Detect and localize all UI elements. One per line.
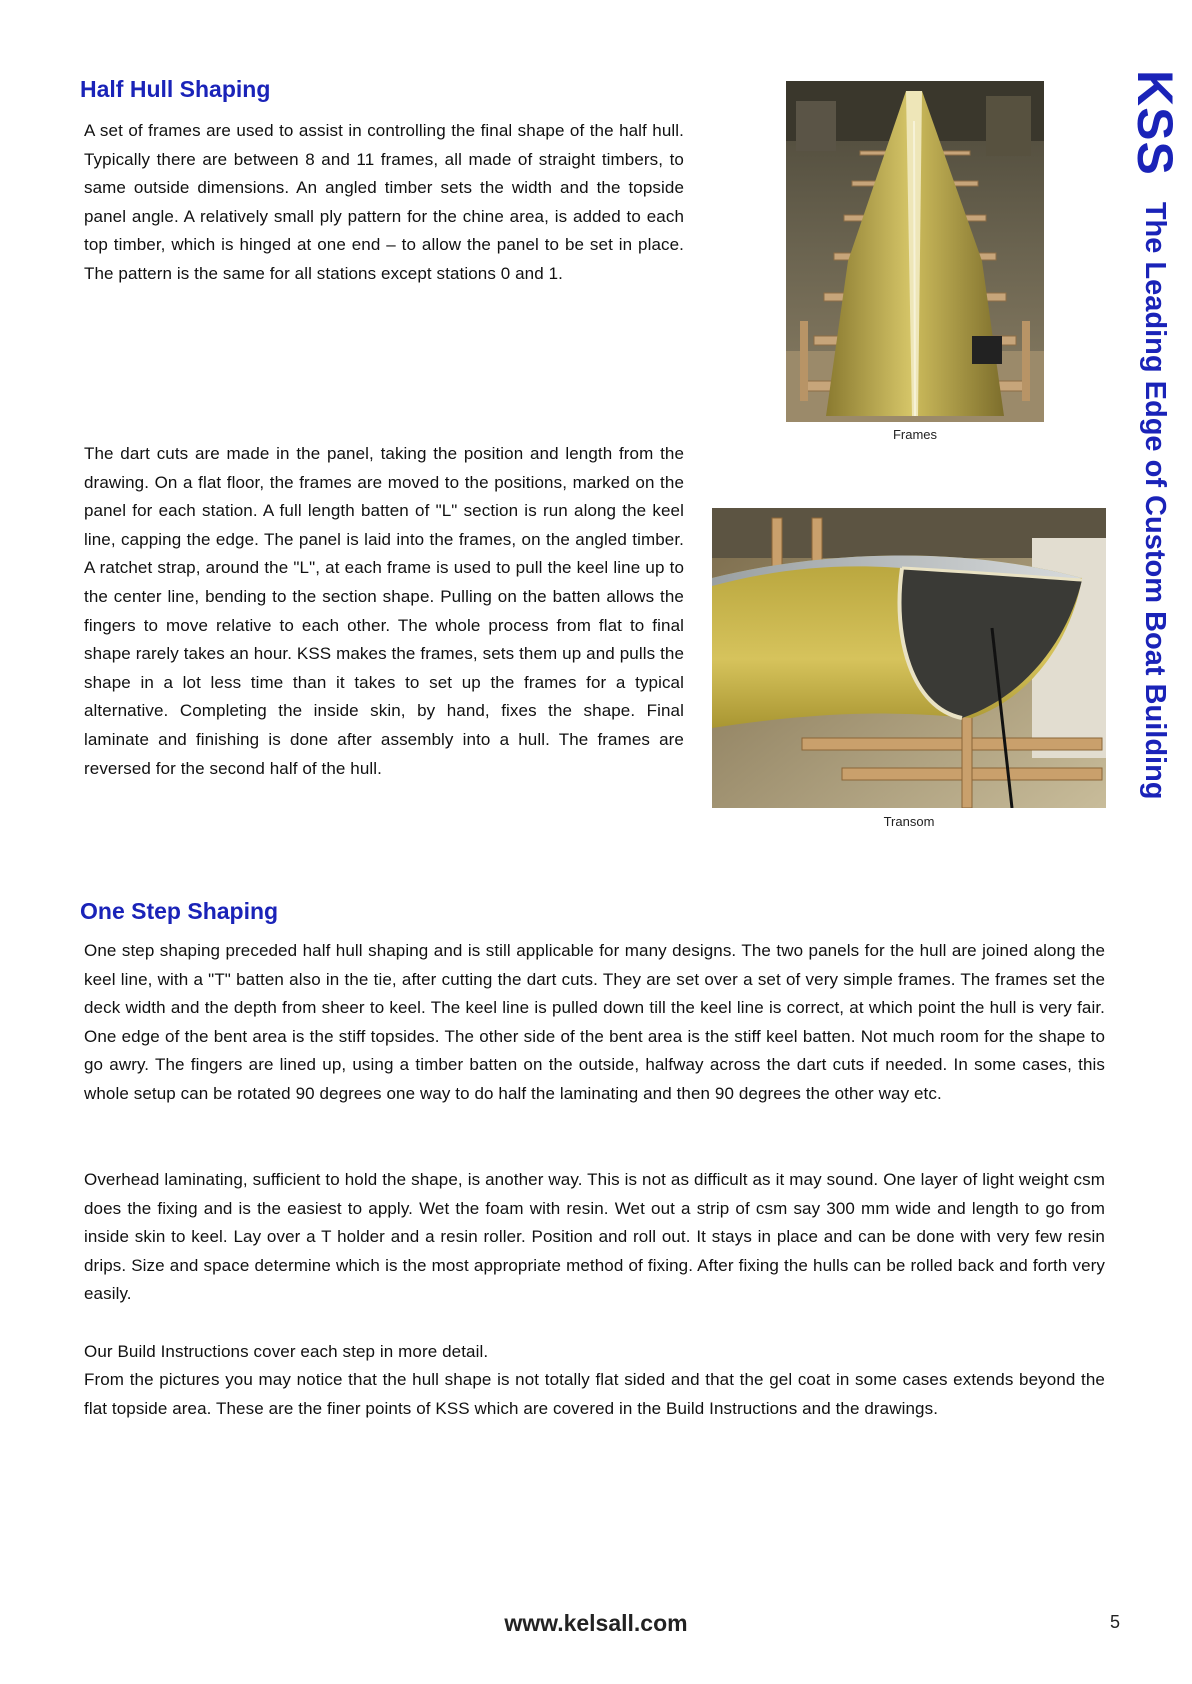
brand-tagline: The Leading Edge of Custom Boat Building: [1139, 201, 1171, 800]
half-hull-heading: Half Hull Shaping: [80, 76, 271, 102]
one-step-paragraph-1: One step shaping preceded half hull shaping and is still applicable for many designs. The two panels for the hull are joined along the keel line, with a "T" batten also in the tie, after cutting the dart cuts. They are set over a set of very simple frames. The frames set the deck width and the depth from sheer to keel. The keel line is pulled down till the keel line is correct, at which point the hull is very fair. One edge of the bent area is the stiff topsides. The other side of the bent area is the stiff keel batten. Not much room for the shape to go awry. The fingers are lined up, using a timber batten on the outside, halfway across the dart cuts if needed. In some cases, this whole setup can be rotated 90 degrees one way to do half the laminating and then 90 degrees the other way etc.: [84, 941, 1105, 1103]
one-step-paragraph-3b: From the pictures you may notice that the hull shape is not totally flat sided and that the gel coat in some cases extends beyond the flat topside area. These are the finer points of KSS which are covered in the Build Instructions and the drawings.: [84, 1370, 1105, 1418]
side-banner: [1128, 70, 1182, 990]
side-banner-text: [1128, 70, 1182, 800]
transom-photo: [712, 508, 1106, 808]
one-step-paragraph-3a: Our Build Instructions cover each step in more detail.: [84, 1342, 489, 1361]
transom-caption: Transom: [883, 814, 935, 829]
half-hull-paragraph-1: A set of frames are used to assist in controlling the final shape of the half hull. Typically there are between 8 and 11 frames, all made of straight timbers, to same outside dimensions. An angled timber sets the width and the topside panel angle. A relatively small ply pattern for the chine area, is added to each top timber, which is hinged at one end – to allow the panel to be set in place. The pattern is the same for all stations except stations 0 and 1.: [84, 121, 684, 283]
brand-logo: KSS: [1127, 70, 1183, 176]
one-step-paragraph-2: Overhead laminating, sufficient to hold the shape, is another way. This is not as difficult as it may sound. One layer of light weight csm does the fixing and is the easiest to apply. Wet the foam with resin. Wet out a strip of csm say 300 mm wide and length to go from inside skin to keel. Lay over a T holder and a resin roller. Position and roll out. It stays in place and can be done with very few resin drips. Size and space determine which is the most appropriate method of fixing. After fixing the hulls can be rolled back and forth very easily.: [84, 1170, 1105, 1304]
page-number: 5: [1110, 1612, 1121, 1632]
half-hull-paragraph-2: The dart cuts are made in the panel, taking the position and length from the drawing. On a flat floor, the frames are moved to the positions, marked on the panel for each station. A full length batten of "L" section is run along the keel line, capping the edge. The panel is laid into the frames, on the angled timber. A ratchet strap, around the "L", at each frame is used to pull the keel line up to the center line, bending to the section shape. Pulling on the batten allows the fingers to move relative to each other. The whole process from flat to final shape rarely takes an hour. KSS makes the frames, sets them up and pulls the shape in a lot less time than it takes to set up the frames for a typical alternative. Completing the inside skin, by hand, fixes the shape. Final laminate and finishing is done after assembly into a hull. The frames are reversed for the second half of the hull.: [84, 444, 684, 778]
footer-website-link[interactable]: www.kelsall.com: [504, 1610, 688, 1636]
frames-caption: Frames: [892, 427, 938, 442]
frames-photo: [786, 81, 1044, 422]
one-step-heading: One Step Shaping: [80, 898, 279, 924]
